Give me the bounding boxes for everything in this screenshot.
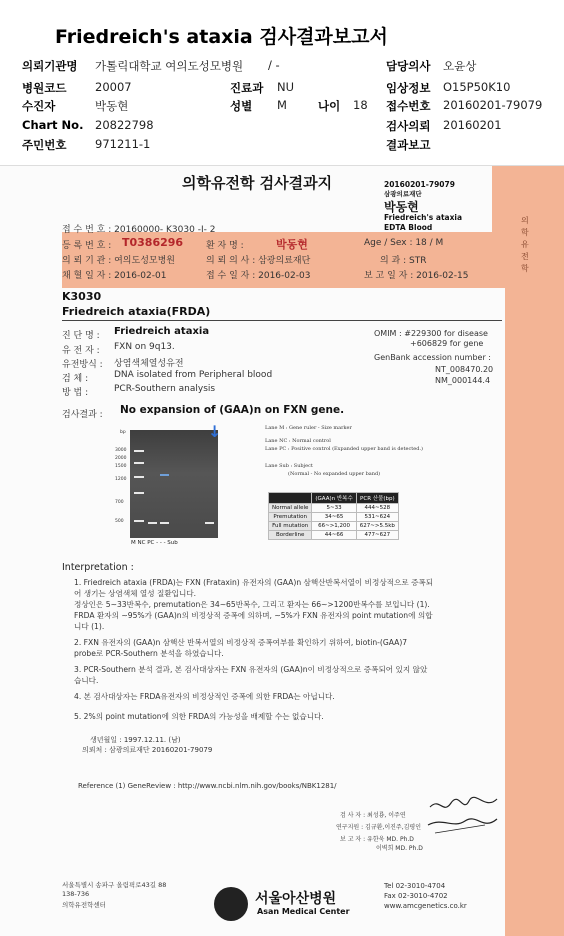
- header-label: 진료과: [230, 81, 264, 95]
- table-cell: 34~65: [312, 513, 356, 522]
- gel-tick-label: 2000: [115, 456, 127, 461]
- header-label: 검사의뢰: [386, 119, 431, 133]
- header-value: 오윤상: [443, 59, 477, 73]
- header-label: 주민번호: [22, 138, 67, 152]
- staff-examiner: 검 사 자 : 최성룡, 이주연: [340, 812, 406, 819]
- patient-label: 환 자 명 :: [206, 241, 244, 251]
- header-label: 병원코드: [22, 81, 67, 95]
- label-tube: EDTA Blood: [384, 223, 433, 232]
- department: 의 과 : STR: [380, 256, 427, 266]
- gel-bp-label: bp: [120, 430, 126, 435]
- method-value: PCR-Southern analysis: [114, 384, 216, 394]
- label-test: Friedreich's ataxia: [384, 213, 463, 222]
- peach-band-right: [505, 270, 564, 936]
- age-sex: Age / Sex : 18 / M: [364, 238, 444, 248]
- interpretation-line: FRDA 환자의 ~95%가 (GAA)n의 비정상적 증폭에 의하며, ~5%가 FXN 유전자의 point mutation에 의합: [74, 611, 433, 620]
- table-cell: Borderline: [269, 531, 312, 540]
- address-line-1: 서울특별시 송파구 올림픽로43길 88: [62, 881, 167, 889]
- interpretation-line: 습니다.: [74, 676, 99, 685]
- interp-title: Interpretation :: [62, 562, 134, 573]
- label-sub: 삼광의료재단: [384, 190, 422, 198]
- legend-line: Lane Sub : Subject: [265, 463, 313, 469]
- interpretation-line: 3. PCR-Southern 분석 결과, 본 검사대상자는 FXN 유전자의 (GAA)n이 비정상적으로 증폭되어 있지 않았: [74, 665, 428, 674]
- header-label: 성별: [230, 99, 253, 113]
- requesting-institution: 의 뢰 기 관 : 여의도성모병원: [62, 256, 175, 266]
- table-cell: 531~624: [356, 513, 398, 522]
- table-header: [269, 493, 312, 504]
- table-row: [269, 531, 399, 540]
- gel-lanes: M NC PC - - - Sub: [131, 540, 178, 546]
- result-value: No expansion of (GAA)n on FXN gene.: [120, 404, 345, 416]
- table-row: [269, 504, 399, 513]
- signature: [425, 795, 500, 840]
- report-date: 보 고 일 자 : 2016-02-15: [364, 271, 469, 281]
- header-value: 20160201-79079: [443, 98, 543, 112]
- test-code: K3030: [62, 290, 102, 303]
- age-value: 18: [353, 98, 368, 112]
- header-label: 담당의사: [386, 59, 431, 73]
- gel-tick-label: 500: [115, 519, 124, 524]
- interpretation-line: 니다 (1).: [74, 622, 105, 631]
- interpretation-line: 어 생기는 상염색체 열성 질환입니다.: [74, 589, 197, 598]
- label-id: 20160201-79079: [384, 180, 455, 189]
- reg-value: T0386296: [122, 236, 184, 249]
- header-label: Chart No.: [22, 118, 84, 132]
- omim-disease: OMIM : #229300 for disease: [374, 329, 488, 338]
- header-label: 접수번호: [386, 99, 431, 113]
- header-value: 971211-1: [95, 137, 151, 151]
- legend-line: Lane NC : Normal control: [265, 438, 331, 444]
- asan-logo-icon: [214, 887, 248, 921]
- dx-value: Friedreich ataxia: [114, 326, 210, 337]
- gene-value: FXN on 9q13.: [114, 342, 175, 352]
- table-cell: Premutation: [269, 513, 312, 522]
- gel-tick-label: 1500: [115, 464, 127, 469]
- header-label: 의뢰기관명: [22, 59, 78, 73]
- collection-date: 채 혈 일 자 : 2016-02-01: [62, 271, 167, 281]
- divider: [62, 320, 502, 321]
- accession-number: 접 수 번 호 : 20160000- K3030 -I- 2: [62, 225, 216, 235]
- repeat-table: [268, 492, 399, 540]
- gel-tick-label: 700: [115, 500, 124, 505]
- header-value: 박동현: [95, 99, 129, 113]
- header-label: 결과보고: [386, 138, 431, 152]
- tel: Tel 02-3010-4704: [384, 882, 446, 890]
- genbank-label: GenBank accession number :: [374, 353, 491, 362]
- result-label: 검사결과 :: [62, 410, 103, 420]
- gene-label: 유 전 자 :: [62, 346, 100, 356]
- sample-value: DNA isolated from Peripheral blood: [114, 370, 273, 380]
- interpretation-line: 4. 본 검사대상자는 FRDA유전자의 비정상적인 증폭에 의한 FRDA는 아닙니다.: [74, 692, 335, 701]
- interpretation-line: 2. FXN 유전자의 (GAA)n 삼핵산 반복서열의 비정상적 증폭여부를 확인하기 위하여, biotin-(GAA)7: [74, 638, 408, 647]
- address-line-2: 138-736: [62, 890, 90, 898]
- hospital-name-en: Asan Medical Center: [257, 907, 350, 916]
- legend-line: Lane M : Gene ruler - Size marker: [265, 425, 352, 431]
- table-cell: 444~528: [356, 504, 398, 513]
- side-text: 의학유전학: [521, 216, 529, 273]
- header-value: 가톨릭대학교 여의도성모병원: [95, 59, 244, 73]
- gel-tick-label: 1200: [115, 477, 127, 482]
- dob: 생년월일 : 1997.12.11. (남): [90, 736, 181, 744]
- header-label: 임상정보: [386, 81, 431, 95]
- ref-institution: 의뢰처 : 삼광의료재단 20160201-79079: [82, 746, 213, 754]
- label-name: 박동현: [384, 200, 419, 214]
- header-value: 20822798: [95, 118, 154, 132]
- report-heading: 의학유전학 검사결과지: [182, 174, 333, 192]
- staff-research: 연구지원 : 김규환,이진주,김평인: [336, 824, 421, 831]
- table-header: PCR 산물(bp): [356, 493, 398, 504]
- header-value: / -: [268, 58, 280, 72]
- genbank-nm: NM_000144.4: [435, 376, 491, 385]
- table-cell: 627~>5.5kb: [356, 522, 398, 531]
- sample-label: 검 체 :: [62, 374, 89, 384]
- address-line-3: 의학유전학센터: [62, 901, 106, 909]
- table-cell: Full mutation: [269, 522, 312, 531]
- header-value: NU: [277, 80, 295, 94]
- staff-reporter-2: 이벽희 MD. Ph.D: [376, 845, 423, 852]
- header-value: 20160201: [443, 118, 502, 132]
- test-name: Friedreich ataxia(FRDA): [62, 305, 211, 318]
- header-value: M: [277, 98, 287, 112]
- receipt-date: 접 수 일 자 : 2016-02-03: [206, 271, 311, 281]
- arrow-down-icon: ↓: [208, 422, 222, 441]
- genbank-nt: NT_008470.20: [435, 365, 494, 374]
- method-label: 방 법 :: [62, 388, 89, 398]
- header-value: O15P50K10: [443, 80, 511, 94]
- report-title: Friedreich's ataxia 검사결과보고서: [55, 26, 388, 48]
- dx-label: 진 단 명 :: [62, 331, 100, 341]
- table-row: [269, 522, 399, 531]
- inherit-label: 유전방식 :: [62, 360, 103, 370]
- table-header: (GAA)n 반복수: [312, 493, 356, 504]
- header-label: 수진자: [22, 99, 56, 113]
- gel-image: [130, 430, 218, 538]
- legend-line: Lane PC : Positive control (Expanded upper band is detected.): [265, 446, 423, 452]
- table-cell: 44~66: [312, 531, 356, 540]
- legend-line: (Normal - No expanded upper band): [288, 471, 381, 477]
- table-cell: 477~627: [356, 531, 398, 540]
- hospital-name-kr: 서울아산병원: [255, 891, 337, 907]
- interpretation-line: probe로 PCR-Southern 분석을 하였습니다.: [74, 649, 224, 658]
- table-row: [269, 513, 399, 522]
- interpretation-line: 정상인은 5~33반복수, premutation은 34~65반복수, 그리고 환자는 66~>1200반복수를 보입니다 (1).: [74, 600, 430, 609]
- omim-gene: +606829 for gene: [410, 339, 484, 348]
- patient-value: 박동현: [276, 238, 308, 251]
- requesting-doctor: 의 뢰 의 사 : 삼광의료재단: [206, 256, 311, 266]
- interpretation-line: 1. Friedreich ataxia (FRDA)는 FXN (Frataxin) 유전자의 (GAA)n 삼핵산반복서열이 비정상적으로 증폭되: [74, 578, 434, 587]
- inherit-value: 상염색체열성유전: [114, 359, 184, 369]
- table-cell: 66~>1,200: [312, 522, 356, 531]
- reg-label: 등 록 번 호 :: [62, 241, 112, 251]
- staff-reporter: 보 고 자 : 유한욱 MD. Ph.D: [340, 836, 414, 843]
- fax: Fax 02-3010-4702: [384, 892, 448, 900]
- table-cell: 5~33: [312, 504, 356, 513]
- reference: Reference (1) GeneReview : http://www.ncbi.nlm.nih.gov/books/NBK1281/: [78, 782, 337, 790]
- website: www.amcgenetics.co.kr: [384, 902, 467, 910]
- table-cell: Normal allele: [269, 504, 312, 513]
- age-label: 나이: [318, 99, 341, 113]
- gel-tick-label: 3000: [115, 448, 127, 453]
- interpretation-line: 5. 2%의 point mutation에 의한 FRDA의 가능성을 배제할 수는 없습니다.: [74, 712, 324, 721]
- header-value: 20007: [95, 80, 132, 94]
